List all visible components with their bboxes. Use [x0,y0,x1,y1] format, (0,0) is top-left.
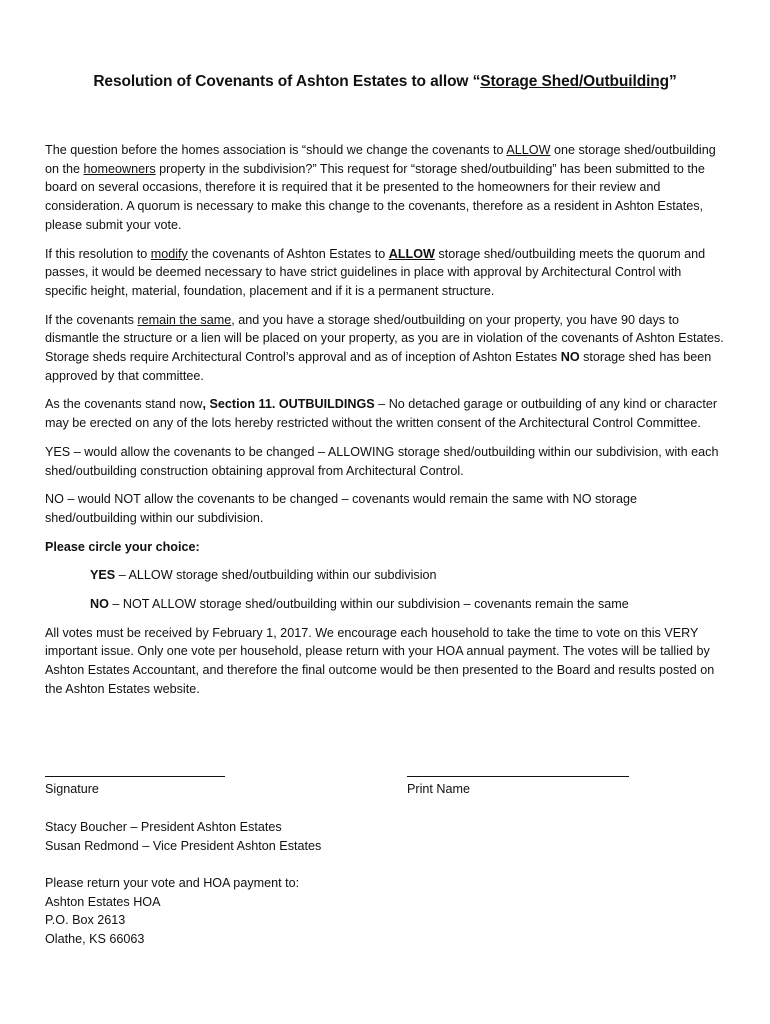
text-remain-same: remain the same [137,312,232,327]
paragraph-votes-deadline: All votes must be received by February 1, 2017. We encourage each household to take the time to vote on this VERY important issue. Only one vote per household, please return with your HOA annual payment. The votes will be tallied by Ashton Estates Accountant, and therefore the final outcome would be then presented to the Board and results posted on the Ashton Estates website. [45,625,715,696]
signature-line[interactable] [45,776,225,777]
text: property in the subdivision?” This request for “storage shed/outbuilding” has been submitted to the board on several occasions, therefore it is required that it be presented to the homeowners for their review and consideration. A quorum is necessary to make this change to the covenants, therefore as a resident in Ashton Estates, please submit your vote. [45,161,705,232]
choice-no[interactable] [90,595,725,614]
signature-label: Signature [45,782,99,796]
text-section-11: , Section 11. OUTBUILDINGS [202,397,375,412]
signature-row [45,760,725,800]
print-name-label: Print Name [407,782,470,796]
text-no-bold: NO [560,350,580,365]
text: As the covenants stand now [45,397,203,412]
paragraph-no-definition: NO – would NOT allow the covenants to be changed – covenants would remain the same with NO storage shed/outbuilding within our subdivision. [45,492,637,525]
paragraph-question [45,141,725,235]
paragraph-yes-definition: YES – would allow the covenants to be changed – ALLOWING storage shed/outbuilding within our subdivision, with each shed/outbuilding construction obtaining approval from Architectural Control. [45,444,719,478]
title-prefix: Resolution of Covenants of Ashton Estates to allow “ [93,73,481,90]
circle-choice-prompt [45,538,725,557]
choice-yes[interactable] [90,566,725,585]
text-allow: ALLOW [506,143,551,157]
text-homeowners: homeowners [83,161,156,176]
choice-yes-label: YES [90,568,116,583]
choice-no-text: – NOT ALLOW storage shed/outbuilding within our subdivision – covenants remain the same [108,597,629,612]
text-modify: modify [150,246,188,261]
text-allow-bold: ALLOW [388,246,435,261]
title-underlined: Storage Shed/Outbuilding [480,73,670,90]
paragraph-remain [45,311,725,386]
return-instruction: Please return your vote and HOA payment to: [45,876,300,890]
officer-president: Stacy Boucher – President Ashton Estates [45,820,282,834]
return-po-box: P.O. Box 2613 [45,913,126,928]
text: The question before the homes association is “should we change the covenants to [45,143,507,157]
text: If this resolution to [45,246,151,261]
officer-vice-president: Susan Redmond – Vice President Ashton Estates [45,838,322,853]
text: If the covenants [45,312,138,327]
text: one storage shed/outbuilding on the [45,143,716,176]
print-name-line[interactable] [407,776,629,777]
officers-block [45,818,321,855]
paragraph-modify [45,245,725,301]
text: , and you have a storage shed/outbuilding on your property, you have 90 days to dismantle the structure or a lien will be placed on your property, as you are in violation of the covenants of Ashton Estates. Storage sheds require Architectural Control’s approval and as of inception of Ashton Estates [45,312,724,365]
title-suffix: ” [669,73,677,90]
paragraph-section-11 [45,395,725,432]
text: storage shed/outbuilding meets the quorum and passes, it would be deemed necessary to have strict guidelines in place with approval by Architectural Control with specific height, material, foundation, placement and if it is a permanent structure. [45,246,706,298]
text: the covenants of Ashton Estates to [187,246,389,261]
return-city: Olathe, KS 66063 [45,932,145,947]
choice-yes-text: – ALLOW storage shed/outbuilding within our subdivision [115,568,437,583]
text-prompt: Please circle your choice: [45,539,200,554]
document-body [45,141,725,709]
page-title [0,73,770,91]
return-address-block [45,874,299,949]
text: – No detached garage or outbuilding of any kind or character may be erected on any of the lots hereby restricted without the written consent of the Architectural Control Committee. [45,397,718,431]
return-org: Ashton Estates HOA [45,894,161,909]
choice-no-label: NO [90,597,109,612]
text: storage shed has been approved by that committee. [45,350,712,383]
